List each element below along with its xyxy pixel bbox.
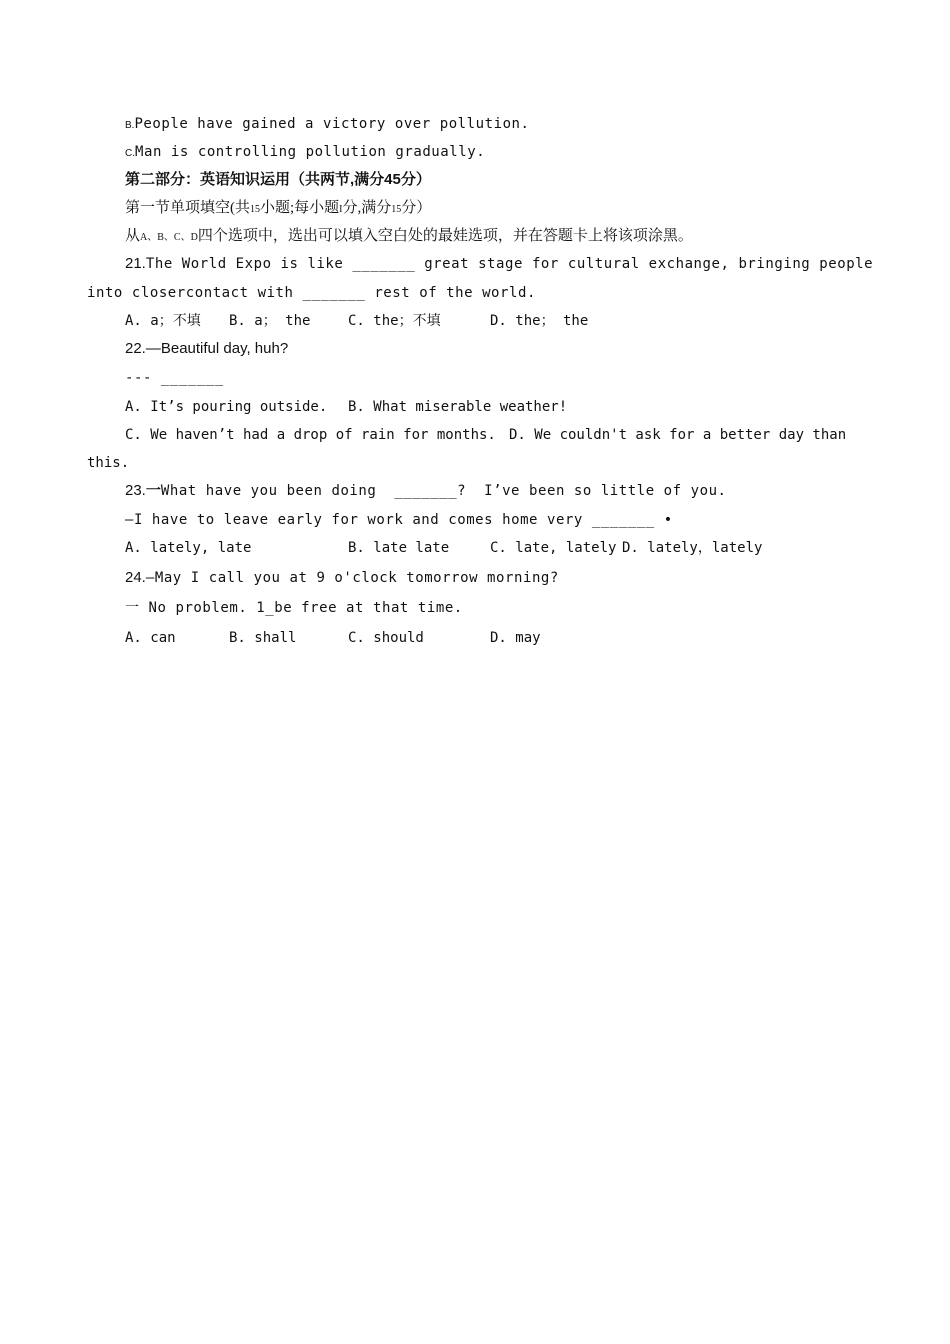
q23-option-a: A. lately, late bbox=[125, 540, 252, 556]
q23-option-c: C. late, lately bbox=[490, 540, 617, 556]
q22-option-c: C. We haven’t had a drop of rain for months. bbox=[125, 427, 496, 443]
q24-option-d: D. may bbox=[490, 630, 541, 646]
option-b-line: B.People have gained a victory over pollution. bbox=[125, 116, 530, 132]
q22-option-d-cont: this. bbox=[87, 455, 130, 471]
q21-option-b: B. a； the bbox=[229, 313, 311, 329]
q23-option-d: D. lately，lately bbox=[622, 540, 763, 556]
question-24-cont: 一 No problem. 1_be free at that time. bbox=[125, 600, 463, 616]
question-22-answer-blank: --- _______ bbox=[125, 370, 224, 386]
q22-option-d: D. We couldn't ask for a better day than bbox=[509, 427, 847, 443]
q22-option-b: B. What miserable weather! bbox=[348, 399, 568, 415]
question-23: 23.一What have you been doing _______? I’ve been so little of you. bbox=[125, 482, 727, 499]
q21-option-d: D. the； the bbox=[490, 313, 589, 329]
question-21-cont: into closercontact with _______ rest of the world. bbox=[87, 285, 536, 301]
question-22: 22.—Beautiful day, huh? bbox=[125, 340, 289, 357]
q24-option-a: A. can bbox=[125, 630, 176, 646]
q24-option-c: C. should bbox=[348, 630, 424, 646]
question-21: 21.The World Expo is like _______ great stage for cultural exchange, bringing people bbox=[125, 255, 874, 272]
instructions: 从A、B、C、D四个选项中，选出可以填入空白处的最娃选项，并在答题卡上将该项涂黑。 bbox=[125, 228, 693, 244]
question-24: 24.—May I call you at 9 o'clock tomorrow morning? bbox=[125, 569, 559, 586]
q23-option-b: B. late late bbox=[348, 540, 450, 556]
q24-option-b: B. shall bbox=[229, 630, 297, 646]
question-23-cont: —I have to leave early for work and comes home very _______ • bbox=[125, 512, 673, 528]
q21-option-c: C. the；不填 bbox=[348, 313, 441, 329]
q22-option-a: A. It’s pouring outside. bbox=[125, 399, 328, 415]
q21-option-a: A. a；不填 bbox=[125, 313, 201, 329]
option-c-line: C.Man is controlling pollution gradually. bbox=[125, 144, 486, 160]
section1-heading: 第一节单项填空(共15小题;每小题I分,满分15分） bbox=[125, 200, 432, 216]
part2-heading: 第二部分：英语知识运用（共两节,满分45分） bbox=[125, 171, 431, 188]
